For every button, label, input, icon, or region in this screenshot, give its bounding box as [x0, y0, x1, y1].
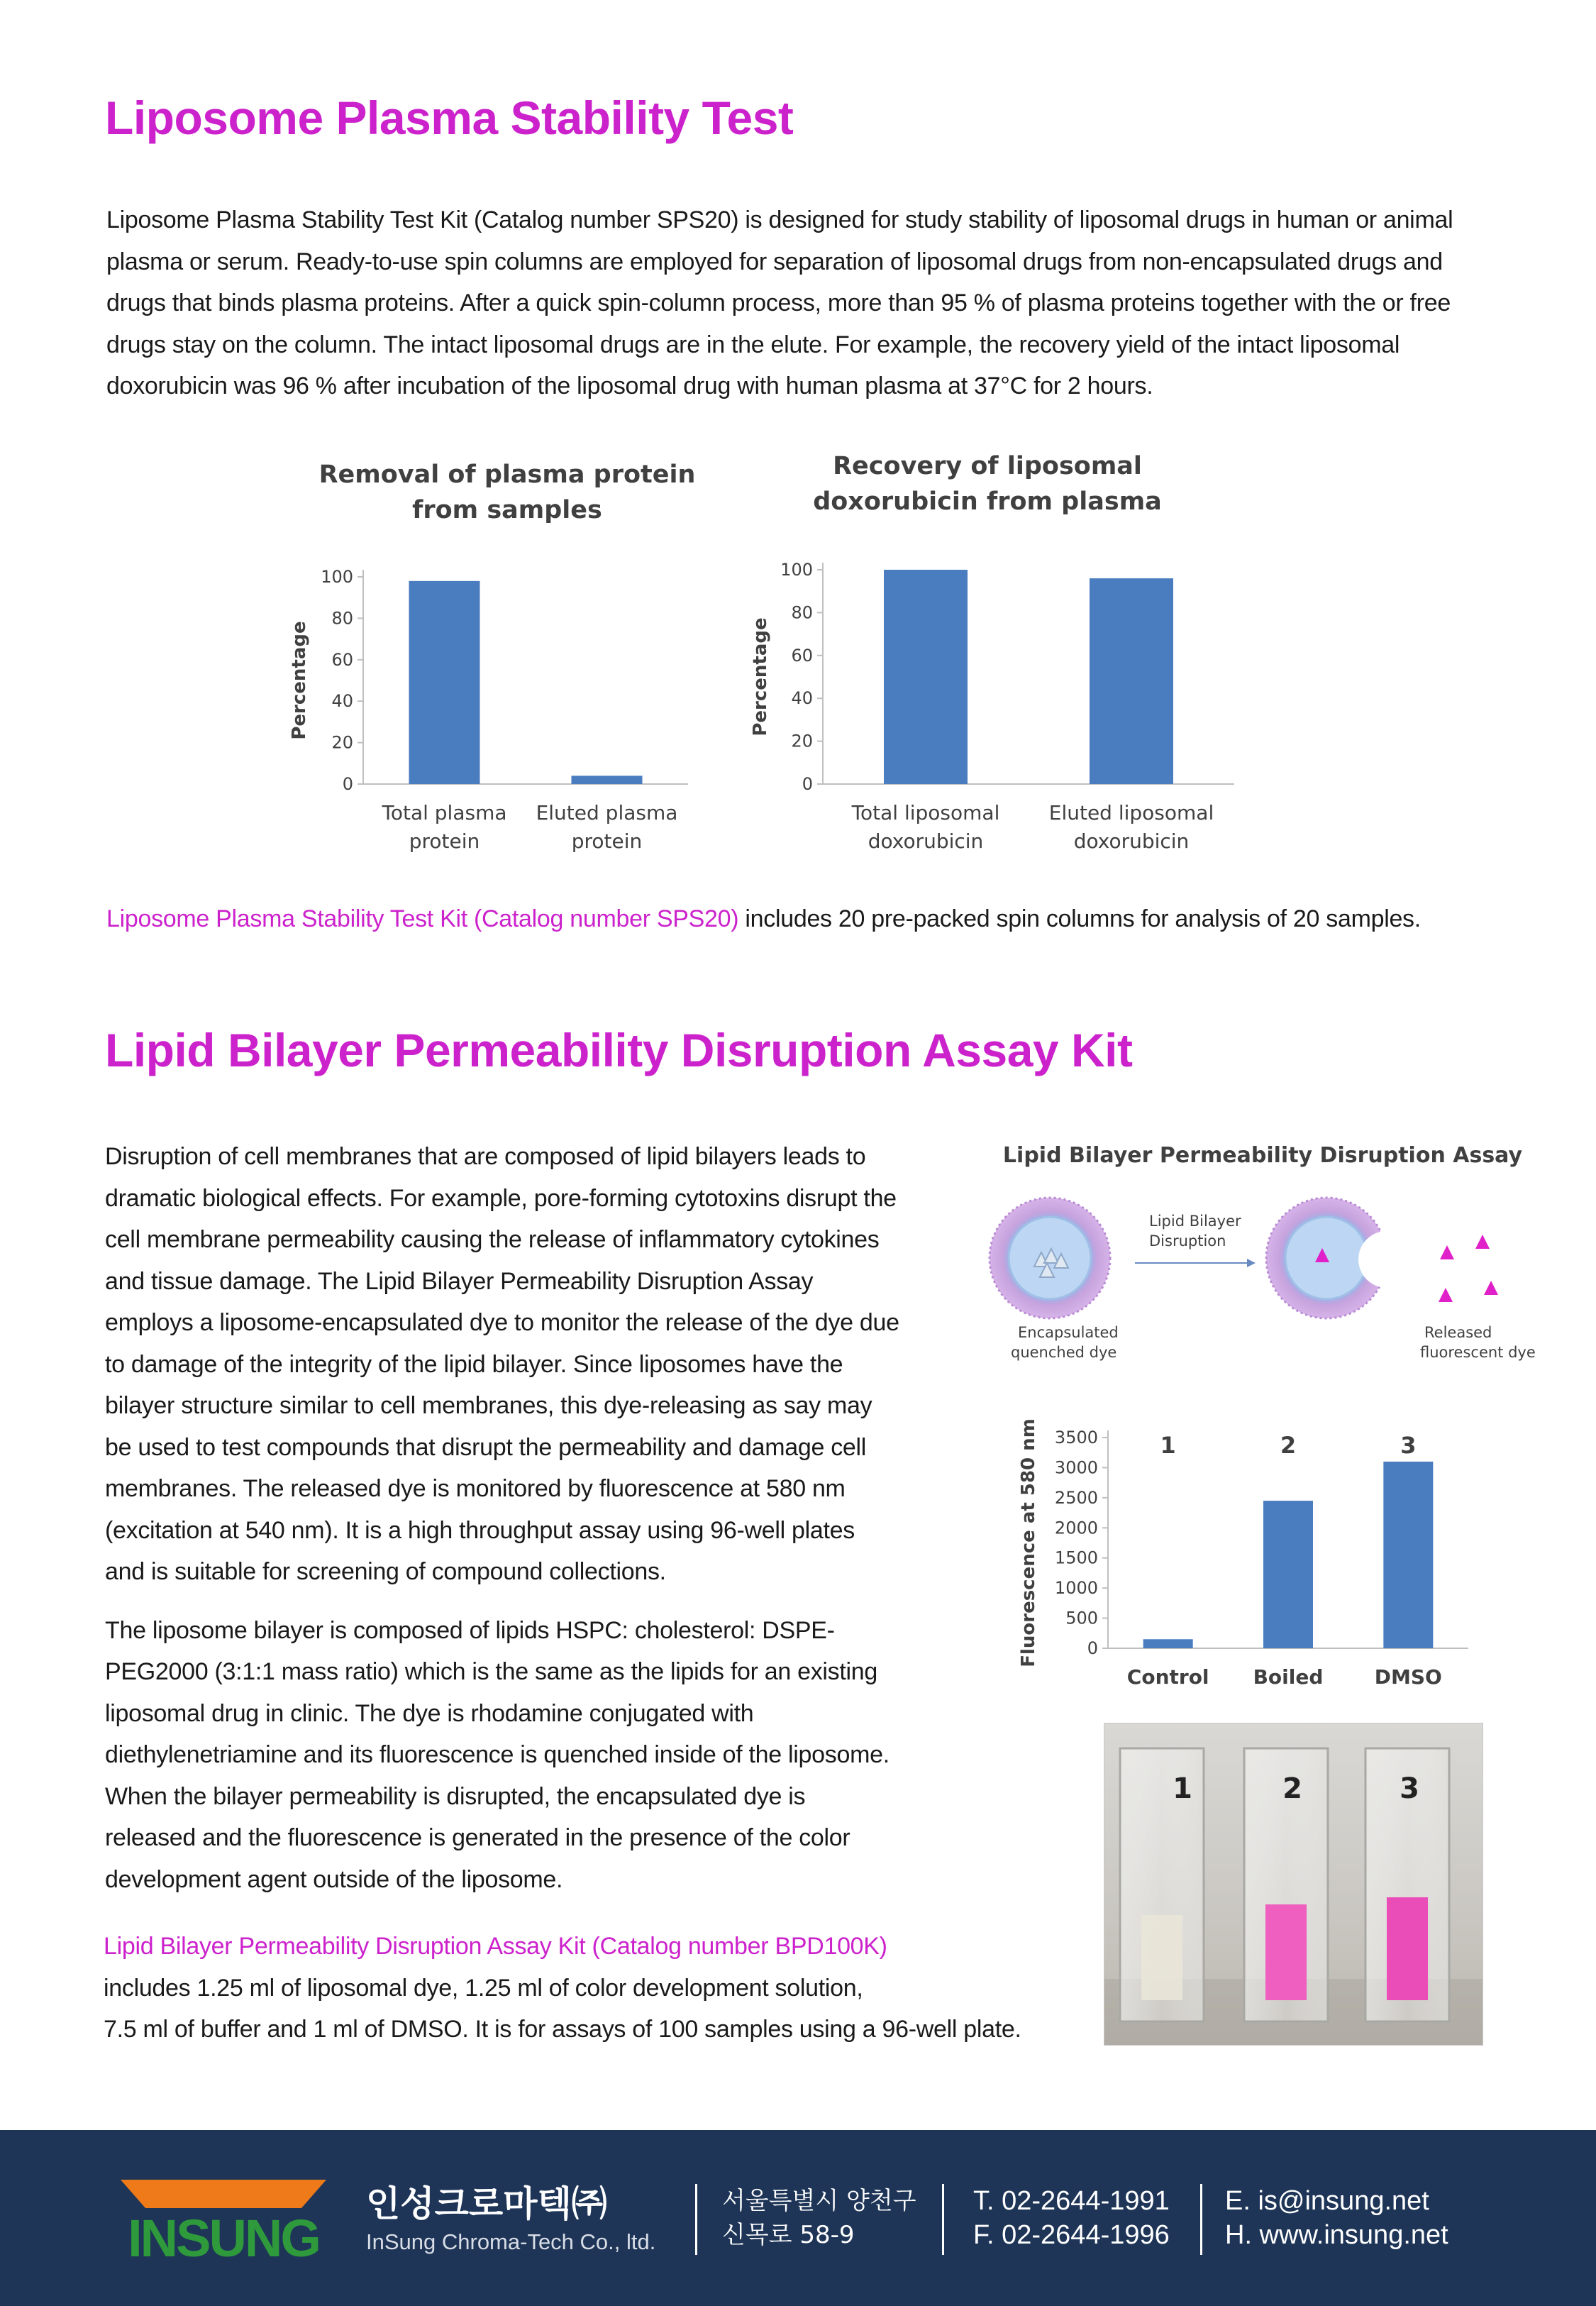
- chart-doxorubicin-recovery: [738, 446, 1248, 862]
- y-tick-label: 60: [791, 645, 813, 666]
- y-tick-label: 0: [1087, 1638, 1098, 1658]
- section1-paragraph: Liposome Plasma Stability Test Kit (Catalog number SPS20) is designed for study stability of liposomal drugs in human or animal plasma or serum. Ready-to-use spin columns are employed for separation of liposomal drugs from non-encapsulated drugs and drugs that binds plasma proteins. After a quick spin-column process, more than 95 % of plasma proteins together with the or free drugs stay on the column. The intact liposomal drugs are in the elute. For example, the recovery yield of the intact liposomal doxorubicin was 96 % after incubation of the liposomal drug with human plasma at 37°C for 2 hours.: [106, 206, 1453, 399]
- left-label-1: Encapsulated: [1018, 1324, 1119, 1341]
- bar-number-label: 2: [1280, 1432, 1297, 1459]
- chart-title-line: Removal of plasma protein: [318, 460, 696, 489]
- section1-kit-line: [106, 898, 1525, 939]
- x-category-label: doxorubicin: [868, 829, 984, 853]
- y-tick-label: 20: [331, 732, 353, 753]
- section2-kit-name: Lipid Bilayer Permeability Disruption Assay Kit (Catalog number BPD100K): [104, 1933, 887, 1960]
- released-dye-icon: [1439, 1235, 1498, 1302]
- disruption-assay-diagram: [979, 1132, 1546, 1377]
- bar: [572, 776, 643, 784]
- chart-title-line: from samples: [412, 496, 602, 524]
- chart-plasma-protein-removal: [277, 454, 702, 862]
- x-category-label: Total liposomal: [851, 801, 1000, 824]
- address-line-2: 신목로 58-9: [722, 2221, 855, 2249]
- cuvette-photo: [1104, 1723, 1483, 2046]
- x-category-label: protein: [409, 829, 480, 853]
- arrow-label-2: Disruption: [1149, 1232, 1226, 1249]
- section2-paragraph-2: The liposome bilayer is composed of lipids HSPC: cholesterol: DSPE-PEG2000 (3:1:1 mass ratio) which is the same as the lipids for an existing liposomal drug in clinic. The dye is rhodamine conjugated with diethylenetriamine and its fluorescence is quenched inside of the liposome. When the bilayer permeability is disrupted, the encapsulated dye is released and the fluorescence is generated in the presence of the color development agent outside of the liposome.: [105, 1616, 890, 1893]
- chart-title-line: doxorubicin from plasma: [813, 487, 1162, 516]
- logo-text: INSUNG: [128, 2209, 319, 2268]
- section1-kit-name: Liposome Plasma Stability Test Kit (Catalog number SPS20): [106, 905, 739, 932]
- bar: [1143, 1639, 1193, 1648]
- right-label-1: Released: [1424, 1324, 1492, 1341]
- footer: [0, 2130, 1596, 2306]
- bar: [409, 581, 480, 784]
- y-tick-label: 40: [791, 688, 813, 709]
- bar: [1383, 1462, 1433, 1648]
- cuvette-1: [1120, 1748, 1204, 2021]
- fax-number: F. 02-2644-1996: [973, 2220, 1170, 2250]
- y-axis-label: Fluorescence at 580 nm: [1018, 1418, 1039, 1667]
- arrow-label-1: Lipid Bilayer: [1149, 1213, 1241, 1230]
- logo-orange-shape: [121, 2180, 326, 2208]
- x-category-label: Boiled: [1253, 1665, 1324, 1689]
- phone-number: T. 02-2644-1991: [973, 2186, 1170, 2216]
- bar-number-label: 1: [1160, 1432, 1176, 1459]
- y-tick-label: 80: [331, 608, 353, 629]
- membrane-hole: [1358, 1231, 1415, 1288]
- y-tick-label: 20: [791, 731, 813, 751]
- footer-phone-fax: [973, 2184, 1170, 2252]
- company-name-korean: 인성크로마텍㈜: [366, 2183, 607, 2224]
- bar: [1263, 1501, 1313, 1648]
- cuvette-label-2: 2: [1282, 1772, 1302, 1805]
- y-tick-label: 0: [802, 774, 813, 794]
- diagram-title: Lipid Bilayer Permeability Disruption Assay: [1002, 1143, 1523, 1168]
- y-tick-label: 60: [331, 649, 353, 670]
- y-axis-label: Percentage: [750, 617, 771, 737]
- cuvette-label-3: 3: [1400, 1772, 1419, 1805]
- y-tick-label: 500: [1065, 1608, 1098, 1628]
- x-category-label: Eluted plasma: [536, 801, 678, 824]
- x-category-label: Control: [1126, 1665, 1209, 1689]
- arrow-head-icon: [1247, 1259, 1256, 1267]
- email-link[interactable]: E. is@insung.net: [1225, 2186, 1429, 2216]
- y-tick-label: 40: [331, 691, 353, 712]
- bar: [1090, 578, 1173, 784]
- cuvette-2: [1244, 1748, 1328, 2021]
- x-category-label: doxorubicin: [1073, 829, 1190, 853]
- x-category-label: protein: [571, 829, 643, 853]
- section2-title: Lipid Bilayer Permeability Disruption Assay Kit: [105, 1024, 1133, 1076]
- right-label-2: fluorescent dye: [1420, 1344, 1536, 1361]
- insung-logo: [121, 2173, 326, 2272]
- y-tick-label: 1500: [1054, 1548, 1098, 1568]
- y-tick-label: 100: [780, 560, 813, 580]
- y-tick-label: 100: [321, 567, 353, 587]
- footer-divider-1: [695, 2184, 697, 2255]
- bar-number-label: 3: [1400, 1432, 1417, 1459]
- left-label-2: quenched dye: [1011, 1344, 1117, 1361]
- cuvette-3: [1365, 1748, 1449, 2021]
- y-tick-label: 0: [342, 774, 353, 794]
- section2-kit-block: [104, 1926, 1097, 2051]
- y-tick-label: 1000: [1054, 1578, 1098, 1599]
- address-line-1: 서울특별시 양천구: [722, 2187, 916, 2215]
- section2-body: [105, 1136, 899, 1917]
- section2-kit-line-2: includes 1.25 ml of liposomal dye, 1.25 ml of color development solution,: [104, 1974, 863, 2002]
- section1-kit-rest: includes 20 pre-packed spin columns for analysis of 20 samples.: [738, 905, 1421, 932]
- chart-title-line: Recovery of liposomal: [833, 452, 1142, 480]
- y-tick-label: 2500: [1054, 1487, 1098, 1508]
- y-axis-label: Percentage: [289, 621, 310, 740]
- section2-paragraph-1: Disruption of cell membranes that are composed of lipid bilayers leads to dramatic biological effects. For example, pore-forming cytotoxins disrupt the cell membrane permeability causing the release of inflammatory cytokines and tissue damage. The Lipid Bilayer Permeability Disruption Assay employs a liposome-encapsulated dye to monitor the release of the dye due to damage of the integrity of the lipid bilayer. Since liposomes have the bilayer structure similar to cell membranes, this dye-releasing as say may be used to test compounds that disrupt the permeability and damage cell membranes. The released dye is monitored by fluorescence at 580 nm (excitation at 540 nm). It is a high throughput assay using 96-well plates and is suitable for screening of compound collections.: [105, 1143, 899, 1585]
- section1-title: Liposome Plasma Stability Test: [105, 92, 794, 144]
- section2-kit-line-3: 7.5 ml of buffer and 1 ml of DMSO. It is for assays of 100 samples using a 96-well plate.: [104, 2016, 1021, 2043]
- x-category-label: Total plasma: [382, 801, 507, 824]
- y-tick-label: 3500: [1054, 1428, 1098, 1447]
- bar: [884, 570, 968, 784]
- footer-contact: [1225, 2184, 1448, 2252]
- x-category-label: Eluted liposomal: [1048, 801, 1214, 824]
- chart-fluorescence: [1014, 1418, 1497, 1701]
- company-name-english: InSung Chroma-Tech Co., ltd.: [366, 2229, 656, 2254]
- footer-address: [722, 2184, 916, 2252]
- footer-divider-3: [1200, 2184, 1202, 2255]
- x-category-label: DMSO: [1374, 1665, 1442, 1689]
- homepage-link[interactable]: H. www.insung.net: [1225, 2220, 1448, 2250]
- y-tick-label: 2000: [1054, 1518, 1098, 1538]
- y-tick-label: 3000: [1054, 1457, 1098, 1478]
- cuvette-label-1: 1: [1173, 1772, 1192, 1805]
- footer-divider-2: [942, 2184, 944, 2255]
- y-tick-label: 80: [791, 602, 813, 623]
